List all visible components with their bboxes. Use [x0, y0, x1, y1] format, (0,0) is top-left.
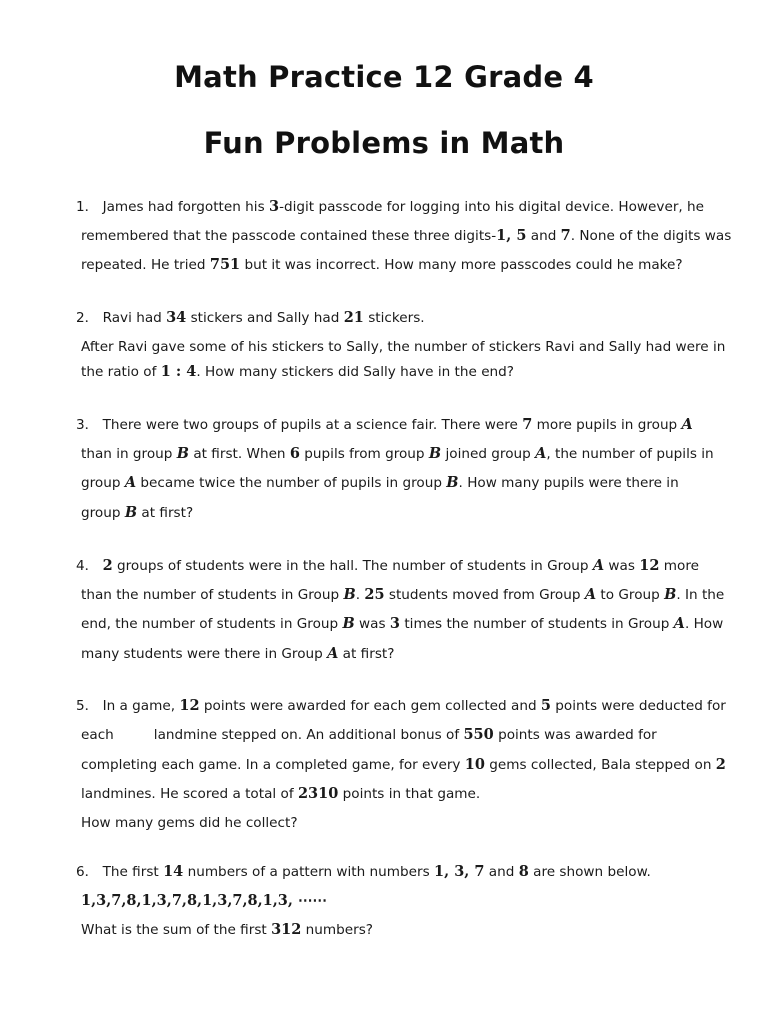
question-number: 5．	[76, 698, 99, 714]
question-4-line-2: than the number of students in Group B. 25 students moved from Group A to Group B. In the	[81, 586, 725, 603]
number-pattern: 1,3,7,8,1,3,7,8,1,3,7,8,1,3, ⋯⋯	[81, 892, 327, 909]
question-4-line-1: 4． 2 groups of students were in the hall. The number of students in Group A was 12 more	[76, 557, 699, 574]
question-6-line-1: 6． The first 14 numbers of a pattern with numbers 1, 3, 7 and 8 are shown below.	[76, 863, 651, 880]
question-5-line-1: 5． In a game, 12 points were awarded for each gem collected and 5 points were deducted for	[76, 697, 726, 714]
question-2-line-2: After Ravi gave some of his stickers to Sally, the number of stickers Ravi and Sally had were in	[81, 339, 726, 355]
question-2-line-3: the ratio of 1 : 4. How many stickers did Sally have in the end?	[81, 363, 515, 380]
question-4-line-4: many students were there in Group A at first?	[81, 645, 395, 662]
question-number: 6．	[76, 864, 99, 880]
question-6-line-3: What is the sum of the first 312 numbers?	[81, 921, 374, 938]
worksheet-title: Math Practice 12 Grade 4	[174, 60, 594, 94]
question-3-line-2: than in group B at first. When 6 pupils from group B joined group A, the number of pupils in	[81, 445, 714, 462]
question-number: 4．	[76, 558, 99, 574]
question-5-line-4: landmines. He scored a total of 2310 points in that game.	[81, 785, 481, 802]
question-4-line-3: end, the number of students in Group B was 3 times the number of students in Group A. How	[81, 615, 724, 632]
question-5-line-5: How many gems did he collect?	[81, 815, 298, 831]
question-1-line-2: remembered that the passcode contained these three digits-1, 5 and 7. None of the digits was	[81, 227, 732, 244]
question-3-line-3: group A became twice the number of pupils in group B. How many pupils were there in	[81, 474, 679, 491]
question-5-line-2: each landmine stepped on. An additional bonus of 550 points was awarded for	[81, 726, 657, 743]
worksheet-subtitle: Fun Problems in Math	[203, 126, 565, 160]
question-2-line-1: 2． Ravi had 34 stickers and Sally had 21 stickers.	[76, 309, 425, 326]
question-1-line-1: 1． James had forgotten his 3-digit passcode for logging into his digital device. However, he	[76, 198, 705, 215]
question-5-line-3: completing each game. In a completed game, for every 10 gems collected, Bala stepped on 2	[81, 756, 726, 773]
question-1-line-3: repeated. He tried 751 but it was incorrect. How many more passcodes could he make?	[81, 256, 683, 273]
question-number: 2．	[76, 310, 99, 326]
question-number: 3．	[76, 417, 99, 433]
question-number: 1．	[76, 199, 99, 215]
question-3-line-1: 3． There were two groups of pupils at a science fair. There were 7 more pupils in group A	[76, 416, 693, 433]
question-3-line-4: group B at first?	[81, 504, 194, 521]
